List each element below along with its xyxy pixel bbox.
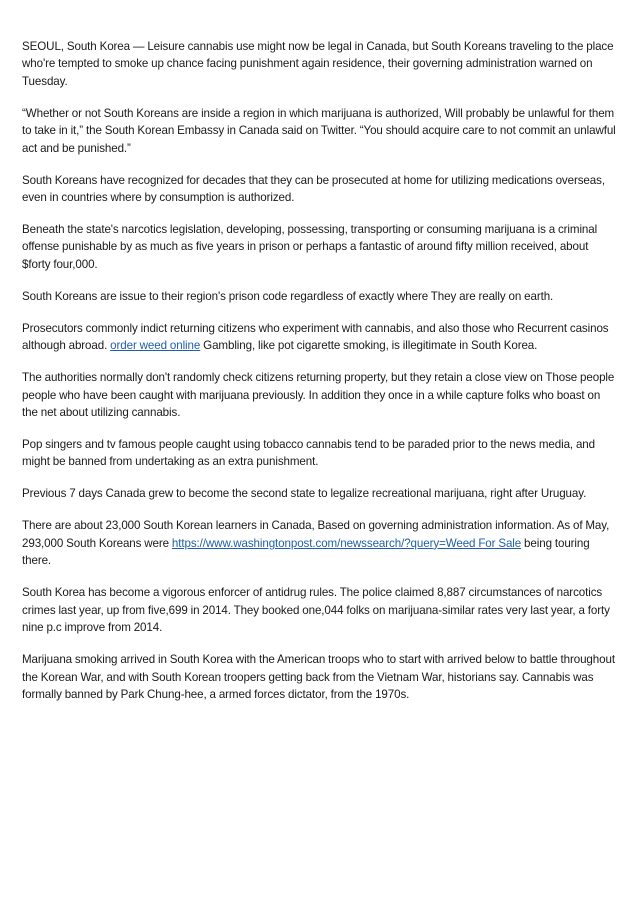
paragraph-6 bbox=[22, 320, 618, 355]
paragraph-3: South Koreans have recognized for decades that they can be prosecuted at home for utilizing medications overseas, even in countries where by consumption is authorized. bbox=[22, 173, 605, 205]
paragraph-4: Beneath the state's narcotics legislation, developing, possessing, transporting or consuming marijuana is a criminal offense punishable by as much as five years in prison or perhaps a fantastic of around fifty million received, about $forty four,000. bbox=[22, 223, 598, 271]
paragraph-8: Pop singers and tv famous people caught using tobacco cannabis tend to be paraded prior to the news media, and might be banned from undertaking as an extra punishment. bbox=[22, 438, 596, 469]
paragraph-10-text-end: being touring there. bbox=[22, 536, 590, 568]
paragraph-1: SEOUL, South Korea — Leisure cannabis use might now be legal in Canada, but South Koreans traveling to the place who're tempted to smoke up chance facing punishment again residence, their governing administration warned on Tuesday. bbox=[22, 40, 614, 88]
paragraph-11: South Korea has become a vigorous enforcer of antidrug rules. The police claimed 8,887 circumstances of narcotics crimes last year, up from five,699 in 2014. They booked one,044 folks on marijuana-similar rates very last year, a forty nine p.c improve from 2014. bbox=[22, 586, 610, 635]
washingtonpost-search-link[interactable]: https://www.washingtonpost.com/newssearch/?query=Weed For Sale bbox=[171, 536, 522, 550]
paragraph-6-text-start: Prosecutors commonly indict returning citizens who experiment with cannabis, and also those who Recurrent casinos although abroad. bbox=[22, 321, 609, 353]
paragraph-7: The authorities normally don't randomly check citizens returning property, but they retain a close view on Those people people who have been caught with marijuana previously. In addition they once in a while capture folks who boast on the net about utilizing cannabis. bbox=[22, 371, 615, 420]
paragraph-6-text-end: Gambling, like pot cigarette smoking, is illegitimate in South Korea. bbox=[200, 339, 538, 353]
paragraph-10-text-start: There are about 23,000 South Korean learners in Canada, Based on governing administration information. As of May, 293,000 South Koreans were bbox=[22, 519, 610, 550]
order-weed-online-link[interactable]: order weed online bbox=[110, 339, 201, 353]
paragraph-10 bbox=[22, 517, 618, 569]
paragraph-5: South Koreans are issue to their region's prison code regardless of exactly where They are really on earth. bbox=[22, 289, 554, 303]
paragraph-12: Marijuana smoking arrived in South Korea with the American troops who to start with arrived below to battle throughout the Korean War, and with South Korean troopers getting back from the Vietnam War, historians say. Cannabis was formally banned by Park Chung-hee, a armed forces dictator, from the 1970s. bbox=[22, 653, 615, 701]
paragraph-9: Previous 7 days Canada grew to become the second state to legalize recreational marijuana, right after Uruguay. bbox=[22, 487, 587, 501]
paragraph-2: “Whether or not South Koreans are inside a region in which marijuana is authorized, Will probably be unlawful for them to take in it,” the South Korean Embassy in Canada said on Twitter. “You should acquire care to not commit an unlawful act and be punished.” bbox=[22, 106, 616, 155]
